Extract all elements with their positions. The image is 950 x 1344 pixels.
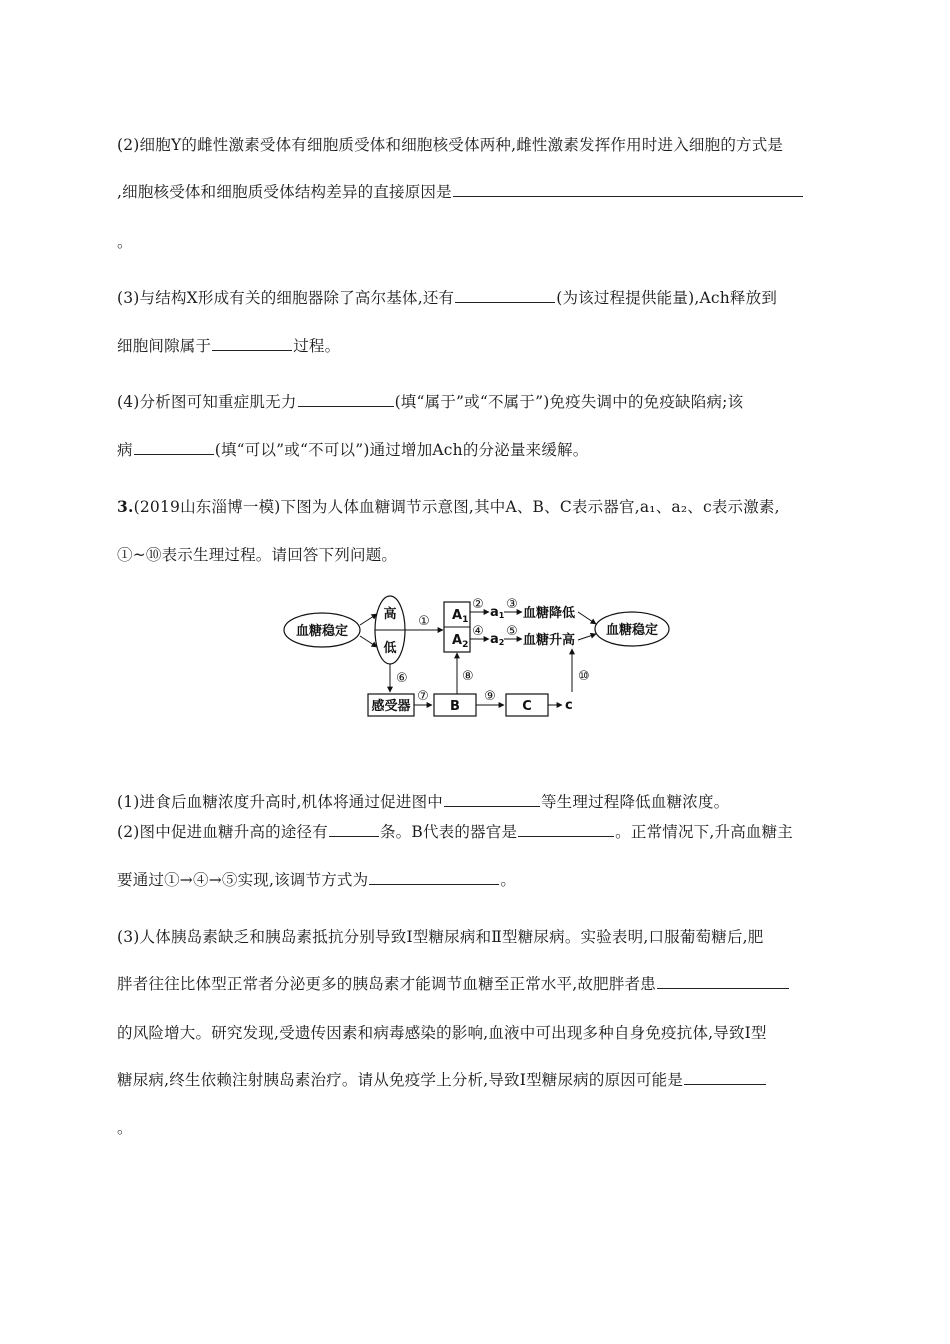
process-3: ③	[506, 597, 518, 612]
q2-part3-line2	[117, 334, 340, 356]
text: (3)人体胰岛素缺乏和胰岛素抵抗分别导致Ⅰ型糖尿病和Ⅱ型糖尿病。实验表明,口服葡萄糖后,肥	[117, 928, 764, 946]
q2-part4-line1	[117, 390, 743, 412]
sugar-down-label: 血糖降低	[523, 606, 576, 621]
answer-blank[interactable]	[684, 1070, 766, 1085]
process-2: ②	[472, 597, 484, 612]
q2-part3-line1	[117, 286, 777, 308]
answer-blank[interactable]	[657, 974, 789, 989]
text: (为该过程提供能量),Ach释放到	[556, 289, 778, 307]
text: (2019山东淄博一模)下图为人体血糖调节示意图,其中A、B、C表示器官,a₁、a₂、c表示激素,	[133, 498, 780, 516]
process-6: ⑥	[396, 671, 408, 686]
q3-part3-line3	[117, 1021, 767, 1043]
answer-blank[interactable]	[329, 822, 379, 837]
text: 条。B代表的器官是	[379, 823, 518, 841]
text: 。正常情况下,升高血糖主	[615, 823, 793, 841]
q3-intro-line2	[117, 543, 397, 565]
q2-part4-line2	[117, 438, 588, 460]
q3-part3-line5	[117, 1116, 133, 1138]
q2-part2-line2	[117, 180, 804, 202]
organ-B-label: B	[450, 699, 460, 714]
text: 病	[117, 441, 133, 459]
text: 过程。	[293, 337, 341, 355]
hormone-c-label: c	[565, 698, 573, 713]
text: (填“可以”或“不可以”)通过增加Ach的分泌量来缓解。	[214, 441, 589, 459]
q3-part3-line4	[117, 1068, 767, 1090]
process-1: ①	[418, 614, 430, 629]
process-9: ⑨	[484, 689, 496, 704]
receptor-label: 感受器	[371, 699, 411, 714]
a1-label: a1	[490, 605, 505, 620]
answer-blank[interactable]	[212, 336, 292, 351]
text: 。	[117, 233, 133, 251]
process-5: ⑤	[506, 624, 518, 639]
q3-intro-line1	[117, 495, 780, 517]
q3-part1	[117, 790, 729, 812]
text: ①~⑩表示生理过程。请回答下列问题。	[117, 546, 398, 564]
answer-blank[interactable]	[369, 870, 499, 885]
text: (3)与结构X形成有关的细胞器除了高尔基体,还有	[117, 289, 455, 307]
text: 细胞间隙属于	[117, 337, 212, 355]
answer-blank[interactable]	[134, 440, 214, 455]
answer-blank[interactable]	[455, 288, 555, 303]
A1-label: $A_1$	[452, 608, 469, 625]
text: (填“属于”或“不属于”)免疫失调中的免疫缺陷病;该	[394, 393, 744, 411]
organ-C-label: C	[522, 699, 532, 714]
high-label: 高	[383, 607, 397, 622]
text: 要通过①→④→⑤实现,该调节方式为	[117, 871, 369, 889]
answer-blank[interactable]	[444, 792, 540, 807]
sugar-up-label: 血糖升高	[523, 633, 576, 648]
text: ,细胞核受体和细胞质受体结构差异的直接原因是	[117, 183, 452, 201]
q2-part2-line3	[117, 230, 133, 252]
left-stable-label: 血糖稳定	[295, 624, 349, 639]
text: (2)图中促进血糖升高的途径有	[117, 823, 328, 841]
process-4: ④	[472, 624, 484, 639]
text: 。	[500, 871, 517, 889]
text: 糖尿病,终生依赖注射胰岛素治疗。请从免疫学上分析,导致Ⅰ型糖尿病的原因可能是	[117, 1071, 684, 1089]
A2-label: $A_2$	[452, 633, 469, 650]
text: 的风险增大。研究发现,受遗传因素和病毒感染的影响,血液中可出现多种自身免疫抗体,导致Ⅰ型	[117, 1024, 767, 1042]
answer-blank[interactable]	[518, 822, 614, 837]
q3-part2-line2	[117, 868, 516, 890]
q2-part2-line1	[117, 133, 783, 155]
low-label: 低	[383, 641, 397, 656]
a2-label: a2	[490, 632, 505, 647]
q3-part3-line1	[117, 925, 763, 947]
question-number: 3.	[117, 497, 134, 516]
text: (4)分析图可知重症肌无力	[117, 393, 297, 411]
q3-part2-line1	[117, 820, 793, 842]
process-10: ⑩	[578, 669, 590, 684]
text: 胖者往往比体型正常者分泌更多的胰岛素才能调节血糖至正常水平,故肥胖者患	[117, 975, 656, 993]
process-8: ⑧	[462, 669, 474, 684]
blood-sugar-regulation-diagram	[280, 592, 680, 727]
text: 。	[117, 1119, 133, 1137]
q3-part3-line2	[117, 972, 790, 994]
text: (1)进食后血糖浓度升高时,机体将通过促进图中	[117, 793, 443, 811]
answer-blank[interactable]	[298, 392, 394, 407]
right-stable-label: 血糖稳定	[605, 623, 659, 638]
text: (2)细胞Y的雌性激素受体有细胞质受体和细胞核受体两种,雌性激素发挥作用时进入细胞的方式是	[117, 136, 784, 154]
process-7: ⑦	[417, 689, 429, 704]
answer-blank[interactable]	[453, 182, 803, 197]
text: 等生理过程降低血糖浓度。	[540, 793, 730, 811]
